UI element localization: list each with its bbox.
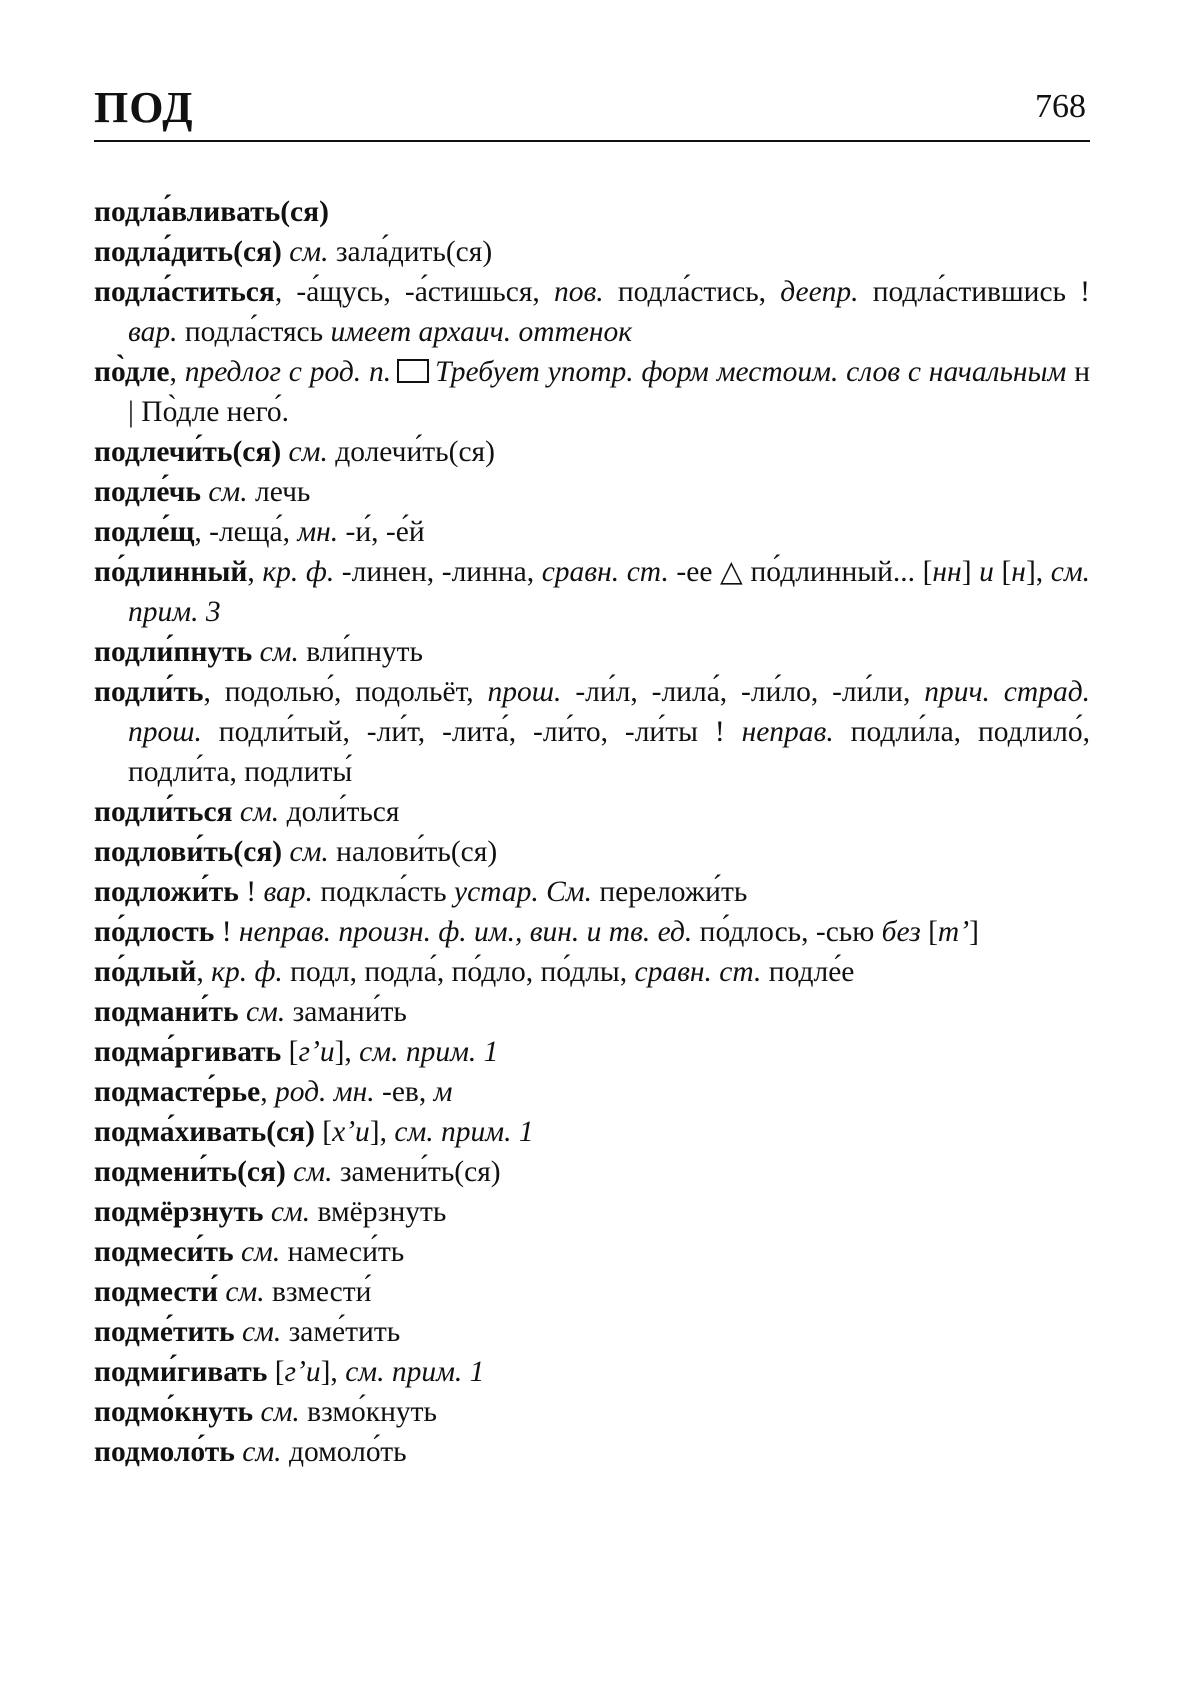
dictionary-entry [94, 1072, 1090, 1112]
entry-text: -ли́л, -лила́, -ли́ло, -ли́ли, [561, 676, 925, 708]
entry-text: подли́тый, -ли́т, -лита́, -ли́то, -ли́ты ! [201, 716, 742, 748]
entry-text: -ее △ по́длинный... [ [668, 556, 933, 588]
entry-text: домоло́ть [281, 1436, 407, 1468]
entry-text: лечь [247, 476, 311, 508]
dictionary-entry [94, 672, 1090, 792]
dictionary-entry [94, 1432, 1090, 1472]
headword: подмеси́ть [94, 1236, 234, 1268]
entry-text: [ [281, 1036, 299, 1068]
entry-text: подла́стись, [603, 276, 781, 308]
dictionary-entry [94, 912, 1090, 952]
grammar-note: неправ. произн. ф. им., вин. и тв. ед. [238, 916, 693, 948]
entry-text: замани́ть [285, 996, 407, 1028]
grammar-note: см. [288, 436, 328, 468]
entry-text: зала́дить(ся) [328, 236, 493, 268]
grammar-note: вар. [128, 316, 178, 348]
grammar-note: см. [289, 236, 329, 268]
headword: по̀дле [94, 356, 170, 388]
grammar-note: сравн. ст. [634, 956, 762, 988]
grammar-note: прош. [487, 676, 562, 708]
headword: подмести́ [94, 1276, 218, 1308]
grammar-note: без [881, 916, 921, 948]
dictionary-entry [94, 272, 1090, 352]
dictionary-entry [94, 512, 1090, 552]
entry-text: намеси́ть [280, 1236, 405, 1268]
grammar-note: тʼ [937, 916, 970, 948]
entry-text: долечи́ть(ся) [327, 436, 495, 468]
grammar-note: гʼи [298, 1036, 335, 1068]
dictionary-entry [94, 1312, 1090, 1352]
dictionary-entry [94, 992, 1090, 1032]
entry-text: ], [369, 1116, 395, 1148]
dictionary-entry [94, 232, 1090, 272]
entry-text: ] [961, 556, 980, 588]
headword: подма́хивать(ся) [94, 1116, 315, 1148]
dictionary-entry [94, 1392, 1090, 1432]
headword: подложи́ть [94, 876, 239, 908]
headword: подми́гивать [94, 1356, 268, 1388]
dictionary-entry [94, 792, 1090, 832]
dictionary-entry [94, 432, 1090, 472]
grammar-note: см. [239, 796, 280, 828]
grammar-note: гʼи [284, 1356, 321, 1388]
grammar-note: см. [245, 996, 286, 1028]
entry-text [253, 1396, 260, 1428]
entry-text: налови́ть(ся) [328, 836, 498, 868]
entry-text: замени́ть(ся) [332, 1156, 501, 1188]
entry-text: ] [969, 916, 979, 948]
entry-text: , [260, 1076, 275, 1108]
grammar-note: см. [225, 1276, 265, 1308]
headword: по́длый [94, 956, 197, 988]
dictionary-entry [94, 1032, 1090, 1072]
headword: подли́ться [94, 796, 233, 828]
entry-text: заме́тить [281, 1316, 401, 1348]
entry-text: [ [267, 1356, 285, 1388]
grammar-note: Требует употр. форм местоим. слов с начальным [435, 356, 1067, 388]
entry-text: ! [214, 916, 239, 948]
grammar-note: см. [240, 1236, 281, 1268]
entry-text: , -леща́, [194, 516, 298, 548]
entry-text: ], [1025, 556, 1051, 588]
headword: подла́дить(ся) [94, 236, 282, 268]
headword: подле́чь [94, 476, 201, 508]
entry-text [263, 1196, 270, 1228]
grammar-note: неправ. [741, 716, 834, 748]
entry-text [233, 796, 240, 828]
headword: подма́ргивать [94, 1036, 282, 1068]
entry-text: подле́е [761, 956, 855, 988]
dictionary-entry [94, 1232, 1090, 1272]
grammar-note: деепр. [780, 276, 859, 308]
entry-text [235, 1316, 242, 1348]
headword: подме́тить [94, 1316, 235, 1348]
dictionary-entry [94, 832, 1090, 872]
entry-text [239, 996, 246, 1028]
entry-text: подкла́сть [312, 876, 454, 908]
dictionary-entry [94, 552, 1090, 632]
headword: подлечи́ть(ся) [94, 436, 282, 468]
entry-text: ], [334, 1036, 360, 1068]
grammar-note: см. прим. 1 [345, 1356, 485, 1388]
grammar-note: см. [242, 1436, 282, 1468]
grammar-note: предлог с род. п. [184, 356, 392, 388]
entry-text: взмести́ [264, 1276, 372, 1308]
headword: подла́ститься [94, 276, 275, 308]
page-header [94, 78, 1090, 142]
headword: подмасте́рье [94, 1076, 261, 1108]
entry-text: ], [320, 1356, 346, 1388]
entry-text: -линен, -линна, [334, 556, 542, 588]
entry-text [234, 1236, 241, 1268]
grammar-note: см. [270, 1196, 311, 1228]
entry-text: подла́стясь [177, 316, 331, 348]
entry-text: , [247, 556, 263, 588]
headword: подла́вливать(ся) [94, 196, 329, 228]
entry-text: , [196, 956, 212, 988]
grammar-note: нн [932, 556, 962, 588]
entry-text: н | По̀дле него́. [128, 356, 1090, 428]
dictionary-entry [94, 632, 1090, 672]
entry-text: вмёрзнуть [310, 1196, 447, 1228]
grammar-note: устар. См. [453, 876, 592, 908]
headword: подмени́ть(ся) [94, 1156, 286, 1188]
grammar-note: сравн. ст. [541, 556, 669, 588]
grammar-note: род. мн. [275, 1076, 375, 1108]
headword: подмёрзнуть [94, 1196, 264, 1228]
grammar-note: имеет архаич. оттенок [330, 316, 633, 348]
dictionary-entry [94, 952, 1090, 992]
entry-text: [ [993, 556, 1012, 588]
entry-text: [ [920, 916, 938, 948]
entry-text: , -а́щусь, -а́стишься, [274, 276, 554, 308]
grammar-note: см. [241, 1316, 282, 1348]
grammar-note: см. прим. 1 [394, 1116, 534, 1148]
entry-text: подл, подла́, по́дло, по́длы, [282, 956, 635, 988]
entry-text: , [169, 356, 185, 388]
entry-text: доли́ться [279, 796, 400, 828]
headword: подмо́кнуть [94, 1396, 254, 1428]
grammar-note: хʼи [332, 1116, 370, 1148]
entry-text: переложи́ть [591, 876, 748, 908]
dictionary-entry [94, 1352, 1090, 1392]
grammar-note: н [1011, 556, 1026, 588]
grammar-note: м [433, 1076, 453, 1108]
dictionary-entry [94, 472, 1090, 512]
grammar-note: и [979, 556, 994, 588]
section-title: ПОД [94, 83, 194, 132]
entry-text [281, 436, 288, 468]
entry-text: вли́пнуть [298, 636, 423, 668]
headword: подли́ть [94, 676, 204, 708]
dictionary-entry [94, 1192, 1090, 1232]
note-box-icon [397, 359, 429, 383]
headword: подли́пнуть [94, 636, 253, 668]
grammar-note: см. прим. 3 [128, 556, 1091, 628]
entry-text [252, 636, 259, 668]
dictionary-entry [94, 872, 1090, 912]
entry-text: [ [314, 1116, 333, 1148]
entry-text: подли́ла, подлило́, подли́та, подлиты́ [128, 716, 1091, 788]
page-number: 768 [1035, 88, 1086, 125]
dictionary-entry [94, 192, 1090, 232]
entry-text: ! [238, 876, 264, 908]
entry-text: по́длось, -сью [692, 916, 882, 948]
grammar-note: см. [289, 836, 329, 868]
grammar-note: вар. [263, 876, 313, 908]
grammar-note: кр. ф. [211, 956, 283, 988]
grammar-note: см. [259, 636, 299, 668]
grammar-note: прич. страд. прош. [128, 676, 1090, 748]
dictionary-entry [94, 1112, 1090, 1152]
grammar-note: мн. [297, 516, 339, 548]
headword: подмоло́ть [94, 1436, 235, 1468]
dictionary-entry [94, 352, 1090, 432]
grammar-note: кр. ф. [262, 556, 335, 588]
dictionary-entries [94, 192, 1090, 1472]
entry-text: подла́стившись ! [858, 276, 1090, 308]
dictionary-entry [94, 1272, 1090, 1312]
dictionary-entry [94, 1152, 1090, 1192]
grammar-note: пов. [553, 276, 604, 308]
headword: по́длинный [94, 556, 248, 588]
grammar-note: см. [208, 476, 248, 508]
headword: подмани́ть [94, 996, 239, 1028]
entry-text: , подолью́, подольёт, [203, 676, 488, 708]
headword: по́длость [94, 916, 215, 948]
grammar-note: см. прим. 1 [359, 1036, 499, 1068]
entry-text: -ев, [374, 1076, 434, 1108]
entry-text: -и́, -е́й [338, 516, 425, 548]
headword: подлови́ть(ся) [94, 836, 283, 868]
entry-text: взмо́кнуть [299, 1396, 437, 1428]
grammar-note: см. [260, 1396, 300, 1428]
headword: подле́щ [94, 516, 195, 548]
grammar-note: см. [293, 1156, 333, 1188]
